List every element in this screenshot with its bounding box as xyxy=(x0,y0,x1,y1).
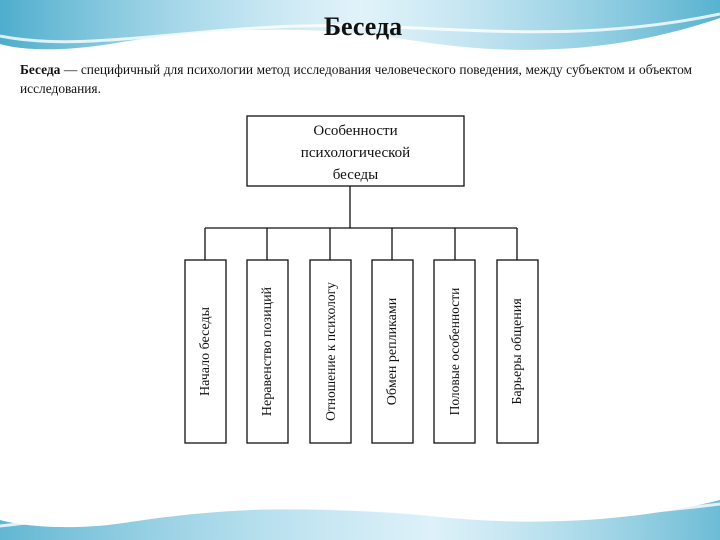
child-node-4 xyxy=(372,260,413,443)
child-node-3 xyxy=(310,260,351,443)
connectors xyxy=(205,186,517,260)
child-label-6: Барьеры общения xyxy=(510,298,525,405)
child-label-5: Половые особенности xyxy=(447,287,462,416)
page-title: Беседа xyxy=(323,12,403,41)
root-label-line-3: беседы xyxy=(332,167,379,183)
child-label-2: Неравенство позиций xyxy=(260,286,275,417)
root-label-line-1: Особенности xyxy=(313,123,398,139)
child-label-3: Отношение к психологу xyxy=(323,282,338,421)
child-label-1: Начало беседы xyxy=(198,306,213,397)
child-node-1 xyxy=(185,260,226,443)
definition-text: — специфичный для психологии метод исследования человеческого поведения, между субъектом и объектом исследования. xyxy=(20,62,692,96)
child-node-5 xyxy=(434,260,475,443)
definition-term: Беседа xyxy=(20,62,61,77)
child-label-4: Обмен репликами xyxy=(385,297,400,406)
child-node-6 xyxy=(497,260,538,443)
child-node-2 xyxy=(247,260,288,443)
root-label-line-2: психологической xyxy=(300,145,411,161)
root-node xyxy=(247,116,464,186)
